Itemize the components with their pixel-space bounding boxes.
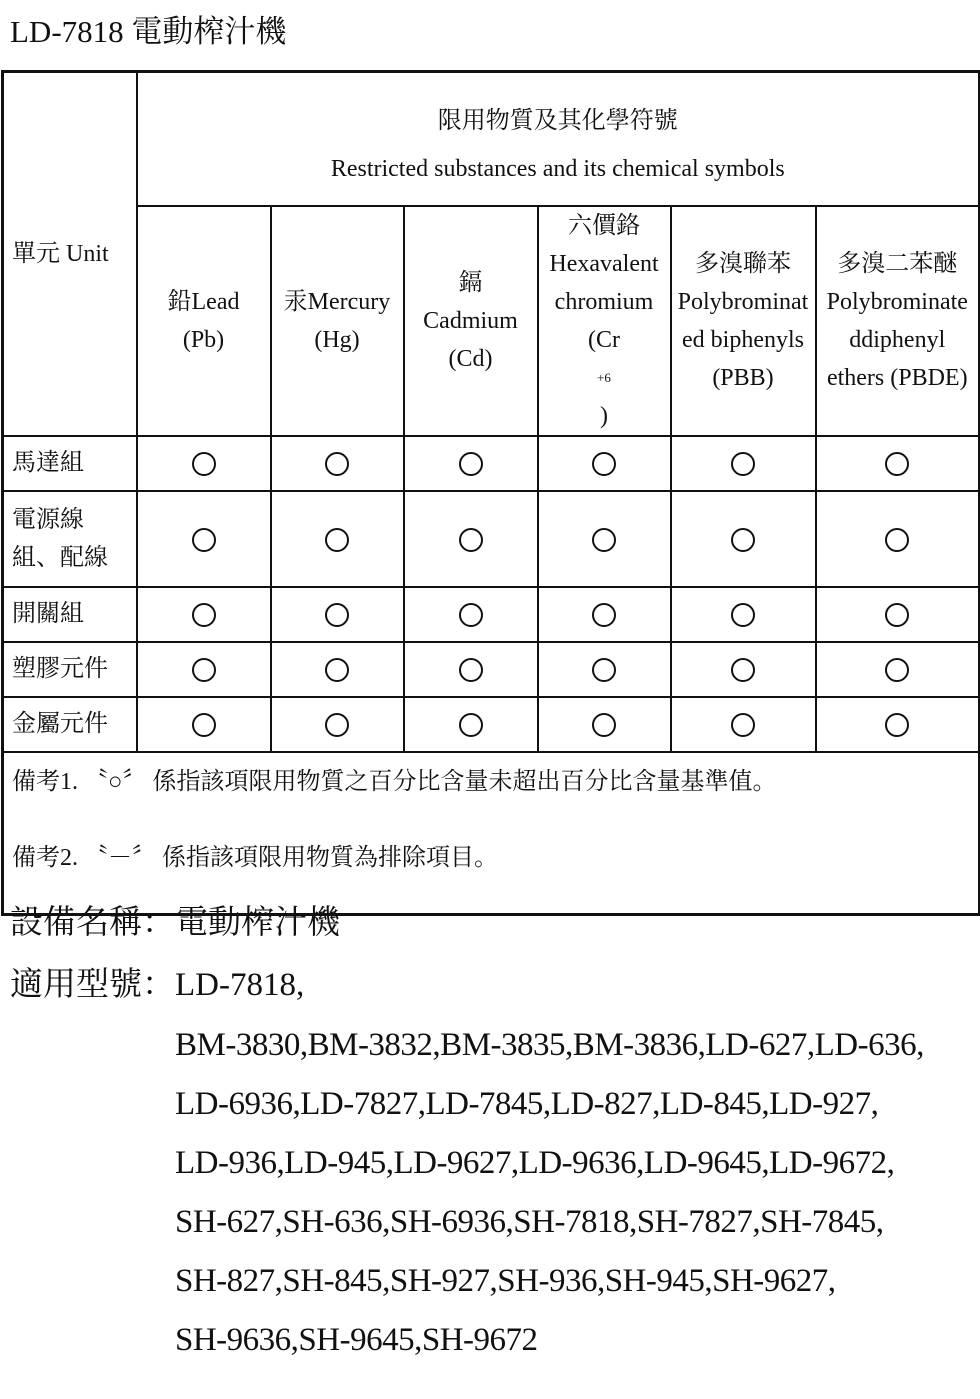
model-list-line: LD-6936,LD-7827,LD-7845,LD-827,LD-845,LD-927, <box>175 1086 879 1122</box>
symbol-superscript: +6 <box>597 369 611 385</box>
substance-header-lead <box>137 206 271 436</box>
unit-name <box>3 491 137 587</box>
mark-cell <box>671 587 816 642</box>
circle-mark-icon <box>325 452 349 476</box>
substance-header-cadmium <box>404 206 538 436</box>
mark-cell <box>816 587 980 642</box>
unit-name: 塑膠元件 <box>3 642 137 697</box>
substance-symbol: (Pb) <box>182 326 225 353</box>
circle-mark-icon <box>592 528 616 552</box>
mark-cell <box>538 697 671 752</box>
substance-symbol: (Cd) <box>448 345 493 372</box>
remark-2-text: 係指該項限用物質為排除項目。 <box>162 844 498 871</box>
document-title: LD-7818 電動榨汁機 <box>10 14 287 49</box>
circle-mark-icon <box>459 658 483 682</box>
substance-header-pbb <box>671 206 816 436</box>
mark-cell <box>404 587 538 642</box>
circle-mark-icon <box>731 528 755 552</box>
substance-name: Polybrominate <box>826 288 968 315</box>
device-name: 設備名稱：電動榨汁機 <box>10 905 340 941</box>
substance-name-zh: 六價鉻 <box>568 212 640 239</box>
mark-cell <box>538 436 671 491</box>
substance-symbol: (Hg) <box>314 326 360 353</box>
mark-cell <box>538 587 671 642</box>
substance-name-cont: ed biphenyls <box>682 326 804 353</box>
mark-cell <box>137 436 271 491</box>
substance-name: 鉛Lead <box>167 288 240 315</box>
mark-cell <box>816 642 980 697</box>
unit-header-cell <box>3 72 137 436</box>
remark-1 <box>12 763 978 801</box>
circle-mark-icon <box>459 603 483 627</box>
mark-cell <box>538 491 671 587</box>
table-row <box>3 436 980 491</box>
mark-cell <box>671 436 816 491</box>
remark-1-text: 係指該項限用物質之百分比含量未超出百分比含量基準值。 <box>152 768 777 795</box>
unit-name: 開關組 <box>3 587 137 642</box>
mark-cell <box>671 697 816 752</box>
remark-2-mark: 〝－〞 <box>84 844 156 871</box>
mark-cell <box>137 642 271 697</box>
table-row <box>3 697 980 752</box>
circle-mark-icon <box>325 713 349 737</box>
remark-1-mark: 〝○〞 <box>84 768 147 795</box>
substance-header-pbde <box>816 206 980 436</box>
mark-cell <box>271 491 404 587</box>
circle-mark-icon <box>459 452 483 476</box>
unit-name-line: 電源線 <box>12 506 84 533</box>
substance-name-zh: 鎘 <box>458 269 483 296</box>
circle-mark-icon <box>325 603 349 627</box>
circle-mark-icon <box>192 528 216 552</box>
circle-mark-icon <box>459 528 483 552</box>
substance-name: 汞Mercury <box>283 288 391 315</box>
substance-name: Polybrominat <box>677 288 809 315</box>
unit-name: 金屬元件 <box>3 697 137 752</box>
circle-mark-icon <box>459 713 483 737</box>
mark-cell <box>271 587 404 642</box>
unit-name: 馬達組 <box>3 436 137 491</box>
applicable-models-label: 適用型號：LD-7818, <box>10 967 305 1003</box>
substance-name: Cadmium <box>423 307 518 334</box>
circle-mark-icon <box>731 452 755 476</box>
mark-cell <box>816 436 980 491</box>
circle-mark-icon <box>731 658 755 682</box>
mark-cell <box>137 491 271 587</box>
substance-header-mercury <box>271 206 404 436</box>
circle-mark-icon <box>592 658 616 682</box>
remark-2 <box>12 839 978 877</box>
mark-cell <box>671 642 816 697</box>
substance-name-cont: chromium <box>554 288 654 315</box>
circle-mark-icon <box>885 452 909 476</box>
mark-cell <box>816 491 980 587</box>
table-row <box>3 491 980 587</box>
unit-label: 單元 Unit <box>12 240 109 267</box>
substance-name-cont: ddiphenyl <box>849 326 946 353</box>
restricted-substances-title-zh: 限用物質及其化學符號 <box>437 107 678 134</box>
circle-mark-icon <box>885 658 909 682</box>
model-list-line: BM-3830,BM-3832,BM-3835,BM-3836,LD-627,LD-636, <box>175 1027 924 1063</box>
mark-cell <box>404 642 538 697</box>
mark-cell <box>271 642 404 697</box>
circle-mark-icon <box>731 713 755 737</box>
circle-mark-icon <box>192 452 216 476</box>
circle-mark-icon <box>192 603 216 627</box>
restricted-substances-title-en: Restricted substances and its chemical symbols <box>330 155 785 182</box>
mark-cell <box>404 436 538 491</box>
circle-mark-icon <box>592 713 616 737</box>
mark-cell <box>137 697 271 752</box>
remark-1-prefix: 備考1. <box>12 768 78 795</box>
model-list-line: LD-936,LD-945,LD-9627,LD-9636,LD-9645,LD-9672, <box>175 1145 895 1181</box>
circle-mark-icon <box>192 658 216 682</box>
circle-mark-icon <box>731 603 755 627</box>
mark-cell <box>271 436 404 491</box>
substance-symbol: (PBB) <box>712 364 774 391</box>
mark-cell <box>538 642 671 697</box>
model-list-line: SH-9636,SH-9645,SH-9672 <box>175 1322 538 1358</box>
substance-symbol: ethers (PBDE) <box>826 364 968 391</box>
mark-cell <box>671 491 816 587</box>
circle-mark-icon <box>592 603 616 627</box>
substance-symbol <box>539 321 670 435</box>
mark-cell <box>404 491 538 587</box>
table-row <box>3 587 980 642</box>
circle-mark-icon <box>192 713 216 737</box>
circle-mark-icon <box>885 603 909 627</box>
mark-cell <box>816 697 980 752</box>
mark-cell <box>271 697 404 752</box>
substance-header-chromium <box>538 206 671 436</box>
table-row <box>3 642 980 697</box>
model-list-line: SH-827,SH-845,SH-927,SH-936,SH-945,SH-9627, <box>175 1263 836 1299</box>
substance-name-zh: 多溴二苯醚 <box>837 250 958 277</box>
circle-mark-icon <box>592 452 616 476</box>
restricted-substances-header <box>137 72 980 206</box>
remarks-cell <box>3 752 980 915</box>
substance-name: Hexavalent <box>549 250 659 277</box>
mark-cell <box>404 697 538 752</box>
model-list-line: SH-627,SH-636,SH-6936,SH-7818,SH-7827,SH-7845, <box>175 1204 884 1240</box>
restricted-substances-table <box>1 70 980 916</box>
circle-mark-icon <box>325 528 349 552</box>
remark-2-prefix: 備考2. <box>12 844 78 871</box>
circle-mark-icon <box>885 713 909 737</box>
substance-name-zh: 多溴聯苯 <box>695 250 791 277</box>
mark-cell <box>137 587 271 642</box>
circle-mark-icon <box>325 658 349 682</box>
symbol-close: ) <box>600 402 608 429</box>
circle-mark-icon <box>885 528 909 552</box>
unit-name-line: 組、配線 <box>12 544 108 571</box>
symbol-base: (Cr <box>588 326 620 353</box>
